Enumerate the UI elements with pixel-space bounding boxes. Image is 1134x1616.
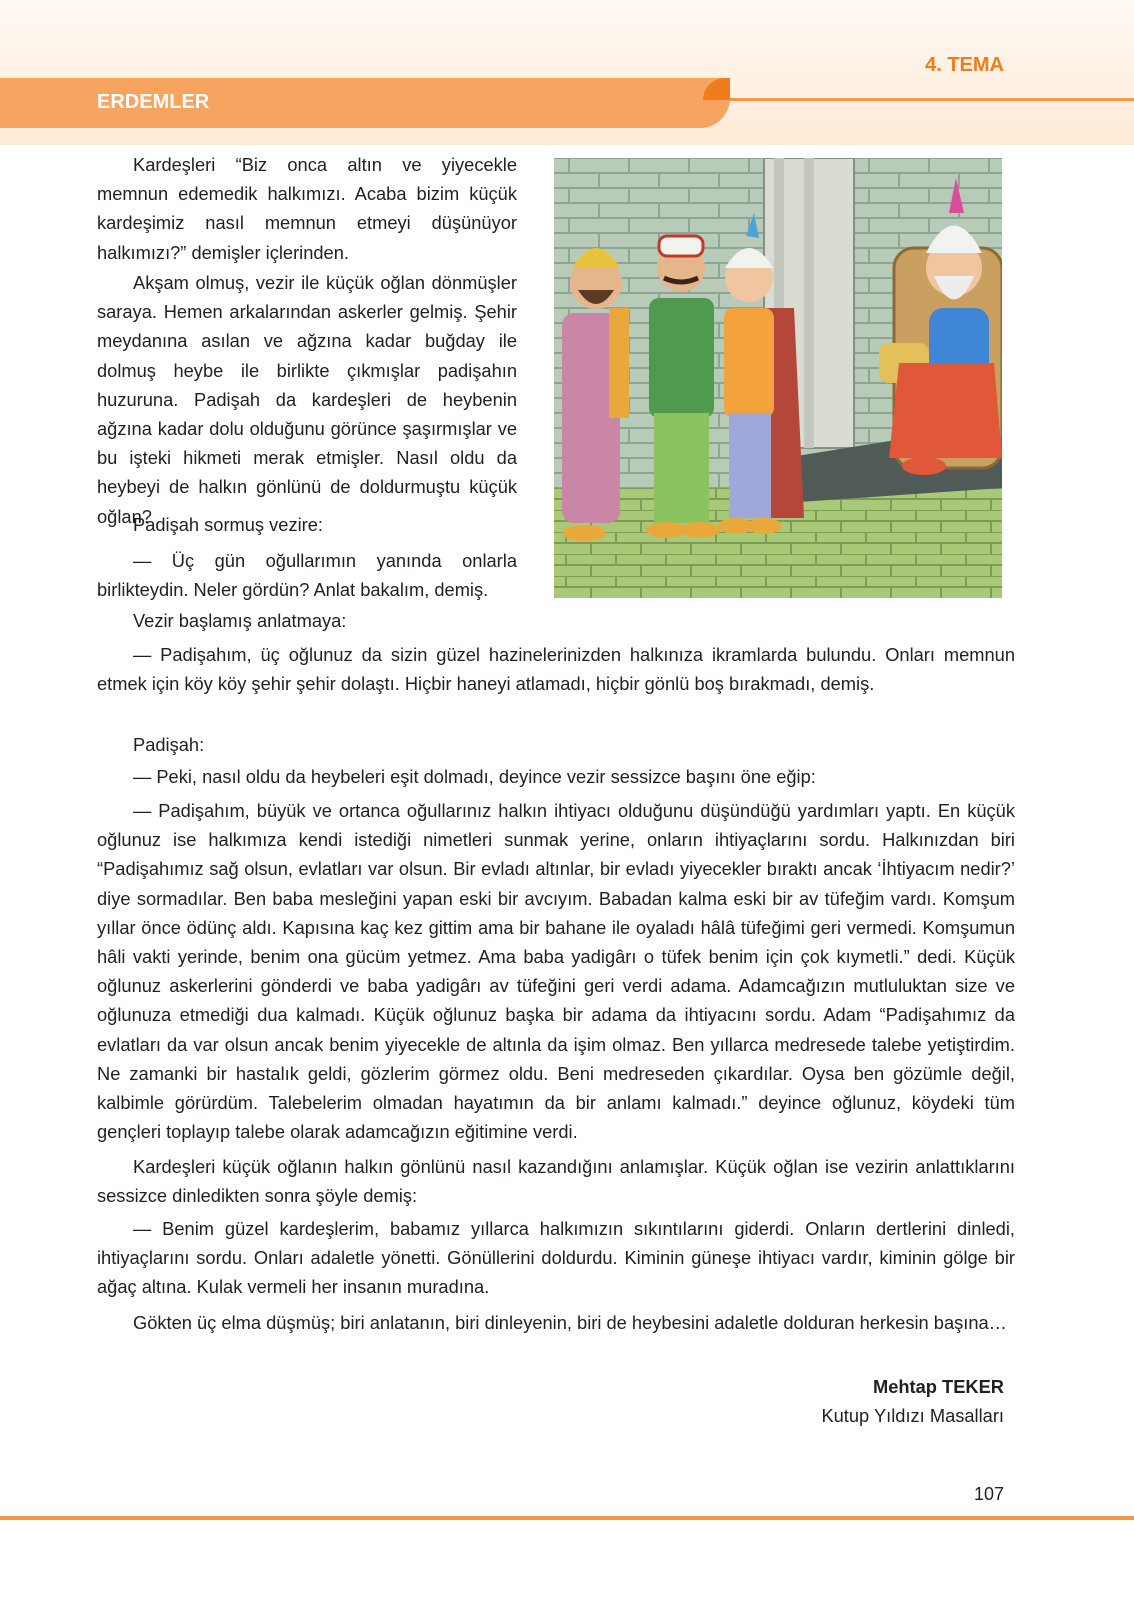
older-brother-figure [562, 248, 629, 541]
paragraph: Gökten üç elma düşmüş; biri anlatanın, biri dinleyenin, biri de heybesini adaletle dolduran herkesin başına… [133, 1312, 1007, 1333]
paragraph: Padişah sormuş vezire: [133, 514, 323, 535]
paragraph: Akşam olmuş, vezir ile küçük oğlan dönmüşler saraya. Hemen arkalarından askerler gelmiş. Şehir meydanına asılan ve ağzına kadar buğday ile dolmuş heybe ile birlikte çıkmışlar padişahın huzuruna. Padişah da kardeşleri de heybenin ağzına kadar dolu olduğunu görünce şaşırmışlar ve bu işteki hikmeti merak etmişler. Nasıl oldu da heybeyi de halkın gönlünü de doldurmuştu küçük oğlan? [97, 272, 517, 527]
paragraph: Kardeşleri “Biz onca altın ve yiyecekle memnun edemedik halkımızı. Acaba bizim küçük kardeşimiz nasıl memnun etmeyi düşünüyor halkımızı?” demişler içlerinden. [97, 154, 517, 263]
paragraph: — Peki, nasıl oldu da heybeleri eşit dolmadı, deyince vezir sessizce başını öne eğip: [133, 766, 816, 787]
paragraph: Kardeşleri küçük oğlanın halkın gönlünü nasıl kazandığını anlamışlar. Küçük oğlan ise vezirin anlattıklarını sessizce dinledikten sonra şöyle demiş: [97, 1156, 1015, 1207]
header-rule [730, 98, 1134, 101]
author-name: Mehtap TEKER [872, 1376, 1004, 1397]
theme-label: 4. TEMA [925, 54, 1004, 76]
page-number: 107 [973, 1484, 1004, 1504]
section-title: ERDEMLER [97, 91, 210, 113]
section-tab [0, 78, 730, 128]
paragraph: — Padişahım, büyük ve ortanca oğullarınız halkın ihtiyacı olduğunu düşündüğü yardımları yaptı. En küçük oğlunuz ise halkımıza kendi istediği nimetleri sunmak yerine, onların ihtiyaçlarını sordu. Halkınızdan biri “Padişahımız sağ olsun, evlatları var olsun. Bir evladı altınlar, bir evladı yiyecekler bıraktı ancak ‘İhtiyacım nedir?’ diye sormadılar. Ben baba mesleğini yapan eski bir avcıyım. Babadan kalma eski bir av tüfeğim vardı. Komşum yıllar önce ödünç aldı. Kapısına kaç kez gittim ama bir bahane ile oyaladı hâlâ tüfeğimi geri vermedi. Komşumun hâli vakti yerinde, benim ona gücüm yetmez. Ama baba yadigârı o tüfek benim için çok kıymetli.” dedi. Küçük oğlunuz askerlerini gönderdi ve baba yadigârı av tüfeğini geri verdi adama. Adamcağızın mutluluktan size ve oğlunuza etmediği dua kalmadı. Küçük oğlunuz başka bir adama da ihtiyacını sordu. Adam “Padişahımız da evlatları da var olsun ancak benim yiyecekle de altınla da işim olmaz. Ben yıllarca medresede talebe yetiştirdim. Ne zamanki bir hastalık geldi, gözlerim görmez oldu. Beni medreseden çıkardılar. Oysa ben gözümle değil, kalbimle görürdüm. Talebelerim olmadan hayatımın da bir anlamı kalmadı.” deyince oğlunuz, köydeki tüm gençleri toplayıp talebe olarak adamcağızın eğitimine verdi. [97, 800, 1015, 1143]
paragraph: — Üç gün oğullarımın yanında onlarla birlikteydin. Neler gördün? Anlat bakalım, demiş. [97, 550, 517, 601]
paragraph: — Padişahım, üç oğlunuz da sizin güzel hazinelerinizden halkınıza ikramlarda bulundu. Onları memnun etmek için köy köy şehir şehir dolaştı. Hiçbir haneyi atlamadı, hiçbir gönlü boş bırakmadı, demiş. [97, 644, 1015, 695]
paragraph: — Benim güzel kardeşlerim, babamız yıllarca halkımızın sıkıntılarını giderdi. Onların dertlerini dinledi, ihtiyaçlarını sordu. Onları adaletle yönetti. Gönüllerini doldurdu. Kiminin güneşe ihtiyacı vardır, kiminin gölge bir ağaç altına. Kulak vermeli her insanın muradına. [97, 1218, 1015, 1298]
source-title: Kutup Yıldızı Masalları [821, 1405, 1004, 1426]
palace-scene-illustration [554, 158, 1002, 598]
paragraph: Padişah: [133, 734, 205, 755]
footer-rule [0, 1516, 1134, 1520]
paragraph: Vezir başlamış anlatmaya: [133, 610, 347, 631]
